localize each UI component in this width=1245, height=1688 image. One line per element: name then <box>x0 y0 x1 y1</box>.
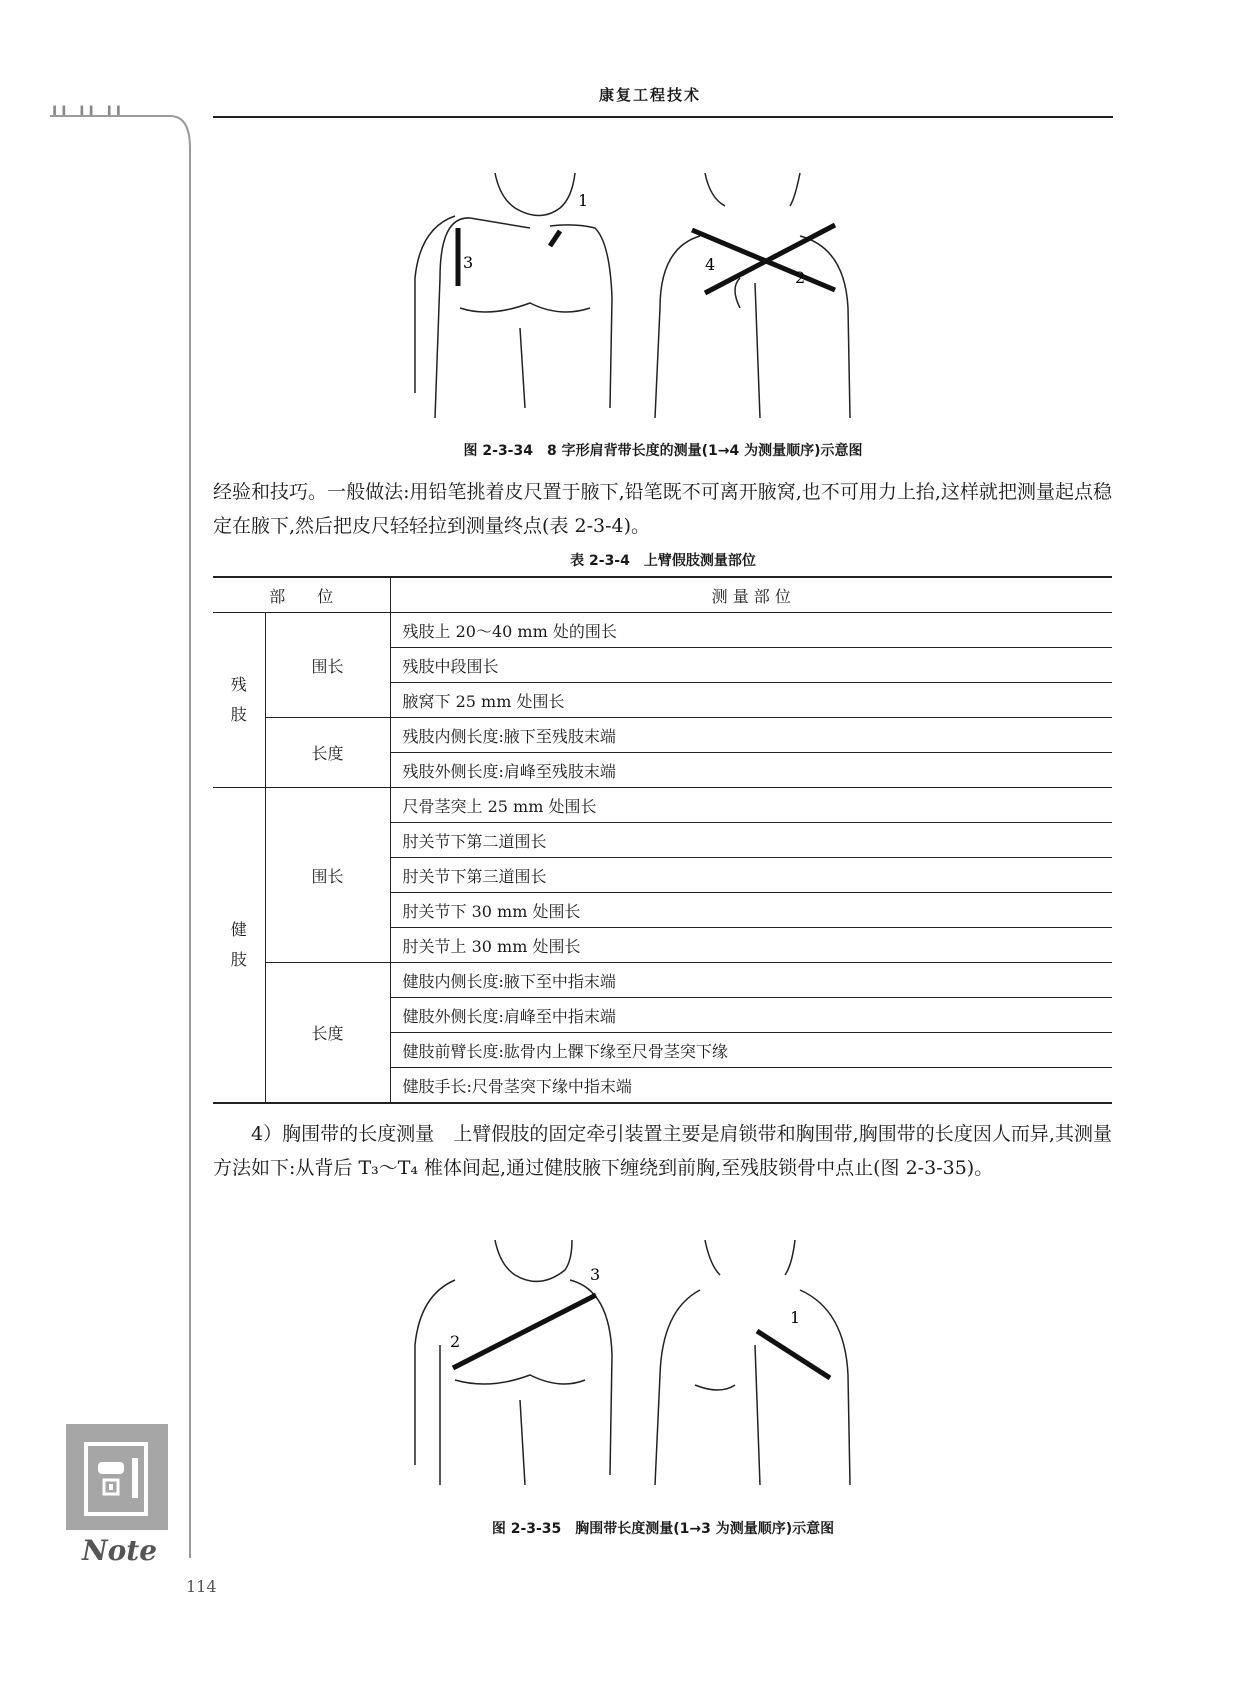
figure2-label-2: 2 <box>450 1332 461 1351</box>
margin-line <box>189 148 191 1558</box>
figure1-label-4: 4 <box>705 255 716 274</box>
table-cell: 残肢上 20～40 mm 处的围长 <box>390 613 1112 648</box>
figure2-label-1: 1 <box>790 1308 801 1327</box>
table-cell: 残肢中段围长 <box>390 648 1112 683</box>
subgroup-label-circumference: 围长 <box>265 788 390 963</box>
chest-strap-front <box>453 1295 596 1368</box>
group-label-residual-limb: 残 肢 <box>213 613 265 788</box>
table-cell: 残肢外侧长度:肩峰至残肢末端 <box>390 753 1112 788</box>
table-cell: 肘关节下第二道围长 <box>390 823 1112 858</box>
table-cell: 肘关节上 30 mm 处围长 <box>390 928 1112 963</box>
upper-arm-measurement-table <box>213 576 1112 1104</box>
margin-curve <box>40 108 200 168</box>
paragraph-chest-strap: 4）胸围带的长度测量 上臂假肢的固定牵引装置主要是肩锁带和胸围带,胸围带的长度因人而异,其测量方法如下:从背后 T₃～T₄ 椎体间起,通过健肢腋下缠绕到前胸,至残肢锁骨中点止(图 2-3-35)。 <box>213 1123 1112 1179</box>
figure-caption-2-3-34: 图 2-3-34 8 字形肩背带长度的测量(1→4 为测量顺序)示意图 <box>463 443 863 459</box>
back-torso-illustration <box>655 1240 850 1485</box>
subgroup-label-length: 长度 <box>265 963 390 1104</box>
table-cell: 健肢手长:尺骨茎突下缘中指末端 <box>390 1068 1112 1104</box>
subgroup-label-circumference: 围长 <box>265 613 390 718</box>
back-torso-illustration <box>655 173 850 418</box>
running-header-title: 康复工程技术 <box>598 86 701 104</box>
table-cell: 健肢外侧长度:肩峰至中指末端 <box>390 998 1112 1033</box>
margin-marks: II II II <box>52 104 126 120</box>
table-caption-2-3-4: 表 2-3-4 上臂假肢测量部位 <box>570 553 756 569</box>
table-cell: 健肢前臂长度:肱骨内上髁下缘至尺骨茎突下缘 <box>390 1033 1112 1068</box>
header-rule <box>213 116 1113 118</box>
front-torso-illustration <box>415 1240 612 1485</box>
figure-shoulder-harness-measure <box>400 168 920 418</box>
figure-chest-strap-measure <box>400 1235 920 1495</box>
note-icon <box>66 1424 168 1530</box>
note-badge <box>66 1424 168 1530</box>
page-number: 114 <box>186 1577 217 1596</box>
table-cell: 健肢内侧长度:腋下至中指末端 <box>390 963 1112 998</box>
table-cell: 残肢内侧长度:腋下至残肢末端 <box>390 718 1112 753</box>
subgroup-label-length: 长度 <box>265 718 390 788</box>
group-label-healthy-limb: 健 肢 <box>213 788 265 1104</box>
figure1-label-2: 2 <box>795 268 806 287</box>
figure2-label-3: 3 <box>590 1265 601 1284</box>
table-cell: 腋窝下 25 mm 处围长 <box>390 683 1112 718</box>
figure1-label-1: 1 <box>578 191 589 210</box>
paragraph-measurement-tips: 经验和技巧。一般做法:用铅笔挑着皮尺置于腋下,铅笔既不可离开腋窝,也不可用力上抬,这样就把测量起点稳定在腋下,然后把皮尺轻轻拉到测量终点(表 2-3-4)。 <box>213 481 1112 537</box>
table-header-measure: 测 量 部 位 <box>390 577 1112 613</box>
table-cell: 肘关节下第三道围长 <box>390 858 1112 893</box>
figure1-label-3: 3 <box>463 253 474 272</box>
table-cell: 肘关节下 30 mm 处围长 <box>390 893 1112 928</box>
chest-strap-back <box>757 1331 830 1378</box>
table-header-part: 部 位 <box>213 577 390 613</box>
note-label: Note <box>82 1534 158 1567</box>
table-cell: 尺骨茎突上 25 mm 处围长 <box>390 788 1112 823</box>
strap-mark-1 <box>550 231 560 246</box>
figure-caption-2-3-35: 图 2-3-35 胸围带长度测量(1→3 为测量顺序)示意图 <box>491 1521 835 1537</box>
